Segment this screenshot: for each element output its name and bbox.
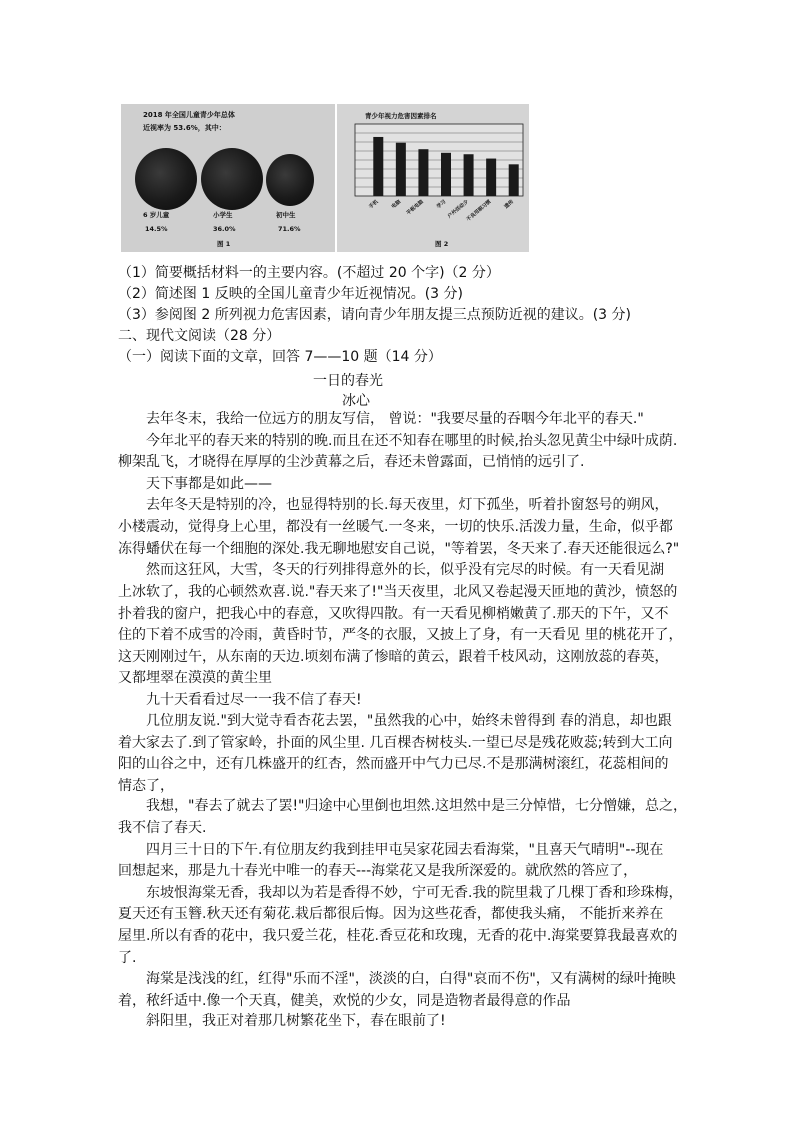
subsection-heading: （一）阅读下面的文章，回答 7——10 题（14 分） <box>118 349 442 365</box>
article-line: 小楼震动，觉得身上心里，都没有一丝暖气.一冬来，一切的快乐.活泼力量，生命，似乎都 <box>118 519 673 535</box>
article-line: 柳架乱飞，才晓得在厚厚的尘沙黄幕之后，春还未曾露面，已悄悄的远引了. <box>118 454 585 470</box>
article-line: 夏天还有玉簪.秋天还有菊花.栽后都很后悔。因为这些花香，都使我头痛， 不能折来养在 <box>118 906 664 922</box>
article-line: 扑着我的窗户，把我心中的春意，又吹得四散。有一天看见柳梢嫩黄了.那天的下午，又不 <box>118 606 669 622</box>
article-line: 斜阳里，我正对着那几树繁花坐下，春在眼前了! <box>146 1013 446 1029</box>
category-label: 学习 <box>435 198 448 210</box>
article-line: 去年冬末，我给一位远方的朋友写信， 曾说："我要尽量的吞咽今年北平的春天." <box>146 411 644 427</box>
group-value: 71.6% <box>278 225 301 233</box>
figure-1-title-line1: 2018 年全国儿童青少年总体 <box>143 111 235 119</box>
figures-panel <box>121 104 529 252</box>
bar <box>509 164 519 196</box>
article-line: 屋里.所以有香的花中，我只爱兰花，桂花.香豆花和玫瑰，无香的花中.海棠要算我最喜欢的 <box>118 928 678 944</box>
category-label: 户外活动少 <box>446 198 470 220</box>
article-line: 天下事都是如此—— <box>146 476 272 492</box>
article-line: 今年北平的春天来的特别的晚.而且在还不知春在哪里的时候,抬头忽见黄尘中绿叶成荫. <box>146 433 678 449</box>
article-line: 阳的山谷之中，还有几株盛开的红杏，然而盛开中气力已尽.不是那满树滚红，花蕊相间的 <box>118 756 669 772</box>
article-line: 这天刚刚过午，从东南的天边.顷刻布满了惨暗的黄云，跟着千枝风动，这刚放蕊的春英， <box>118 649 669 665</box>
bar <box>418 149 428 196</box>
article-line: 我不信了春天. <box>118 820 207 836</box>
bar <box>486 159 496 196</box>
figure-2-caption: 图 2 <box>435 240 449 248</box>
article-line: 九十天看看过尽一一我不信了春天! <box>146 692 362 708</box>
question-3: （3）参阅图 2 所列视力危害因素，请向青少年朋友提三点预防近视的建议。(3 分) <box>118 307 631 323</box>
disc-6-year-olds <box>135 148 197 210</box>
article-line: 冻得蟠伏在每一个细胞的深处.我无聊地慰安自己说，"等着罢，冬天来了.春天还能很远么?" <box>118 541 680 557</box>
question-1: （1）简要概括材料一的主要内容。(不超过 20 个字)（2 分） <box>118 265 500 281</box>
category-label: 遗传 <box>503 198 515 210</box>
article-line: 住的下着不成雪的冷雨，黄昏时节，严冬的衣服，又披上了身，有一天看见 里的桃花开了， <box>118 627 683 643</box>
article-line: 了. <box>118 950 137 966</box>
bar-chart <box>337 104 529 252</box>
figure-1-myopia-rates <box>121 104 335 252</box>
bar <box>396 143 406 196</box>
bar <box>441 153 451 196</box>
figure-2-risk-factors-chart <box>337 104 529 252</box>
article-author: 冰心 <box>342 393 370 409</box>
chart-title: 青少年视力危害因素排名 <box>365 112 437 120</box>
bar <box>464 154 474 196</box>
group-label: 初中生 <box>276 211 296 219</box>
figure-1-title-line2: 近视率为 53.6%，其中： <box>143 124 226 132</box>
disc-junior-high-students <box>266 154 314 206</box>
article-line: 上冰软了，我的心顿然欢喜.说."春天来了!"当天夜里，北风又卷起漫天匝地的黄沙，愤怒的 <box>118 584 678 600</box>
article-line: 我想，"春去了就去了罢!"归途中心里倒也坦然.这坦然中是三分悼惜，七分憎嫌，总之， <box>146 798 687 814</box>
group-label: 小学生 <box>213 211 233 219</box>
article-line: 回想起来，那是九十春光中唯一的春天---海棠花又是我所深爱的。就欣然的答应了， <box>118 863 638 879</box>
group-label: 6 岁儿童 <box>143 211 170 219</box>
disc-primary-students <box>201 148 263 210</box>
group-value: 14.5% <box>145 225 168 233</box>
article-line: 情态了， <box>118 778 174 794</box>
question-2: （2）简述图 1 反映的全国儿童青少年近视情况。(3 分) <box>118 286 463 302</box>
article-line: 着大家去了.到了管家岭，扑面的风尘里. 几百棵杏树枝头.一望已尽是残花败蕊;转到大工向 <box>118 735 673 751</box>
article-line: 海棠是浅浅的红，红得"乐而不淫"，淡淡的白，白得"哀而不伤"，又有满树的绿叶掩映 <box>146 971 676 987</box>
article-line: 东坡恨海棠无香，我却以为若是香得不妙，宁可无香.我的院里栽了几棵丁香和珍珠梅， <box>146 885 683 901</box>
group-value: 36.0% <box>213 225 236 233</box>
article-line: 几位朋友说."到大觉寺看杏花去罢，"虽然我的心中，始终未曾得到 春的消息，却也跟 <box>146 713 672 729</box>
bar <box>373 137 383 196</box>
category-label: 不良用眼习惯 <box>465 198 493 223</box>
article-line: 又都埋翠在漠漠的黄尘里 <box>118 670 272 686</box>
figure-1-caption: 图 1 <box>217 240 231 248</box>
category-label: 手机 <box>368 198 380 210</box>
category-label: 电脑 <box>390 198 403 210</box>
article-line: 去年冬天是特别的冷，也显得特别的长.每天夜里，灯下孤坐，听着扑窗怒号的朔风， <box>146 497 669 513</box>
article-line: 四月三十日的下午.有位朋友约我到挂甲屯吴家花园去看海棠，"且喜天气晴明"--现在 <box>146 842 664 858</box>
article-line: 然而这狂风，大雪，冬天的行列排得意外的长，似乎没有完尽的时候。有一天看见湖 <box>146 562 664 578</box>
article-title: 一日的春光 <box>313 373 383 389</box>
section-heading: 二、现代文阅读（28 分） <box>118 328 281 344</box>
category-label: 平板电脑 <box>405 198 425 217</box>
article-line: 着，秾纤适中.像一个天真，健美，欢悦的少女，同是造物者最得意的作品 <box>118 993 571 1009</box>
